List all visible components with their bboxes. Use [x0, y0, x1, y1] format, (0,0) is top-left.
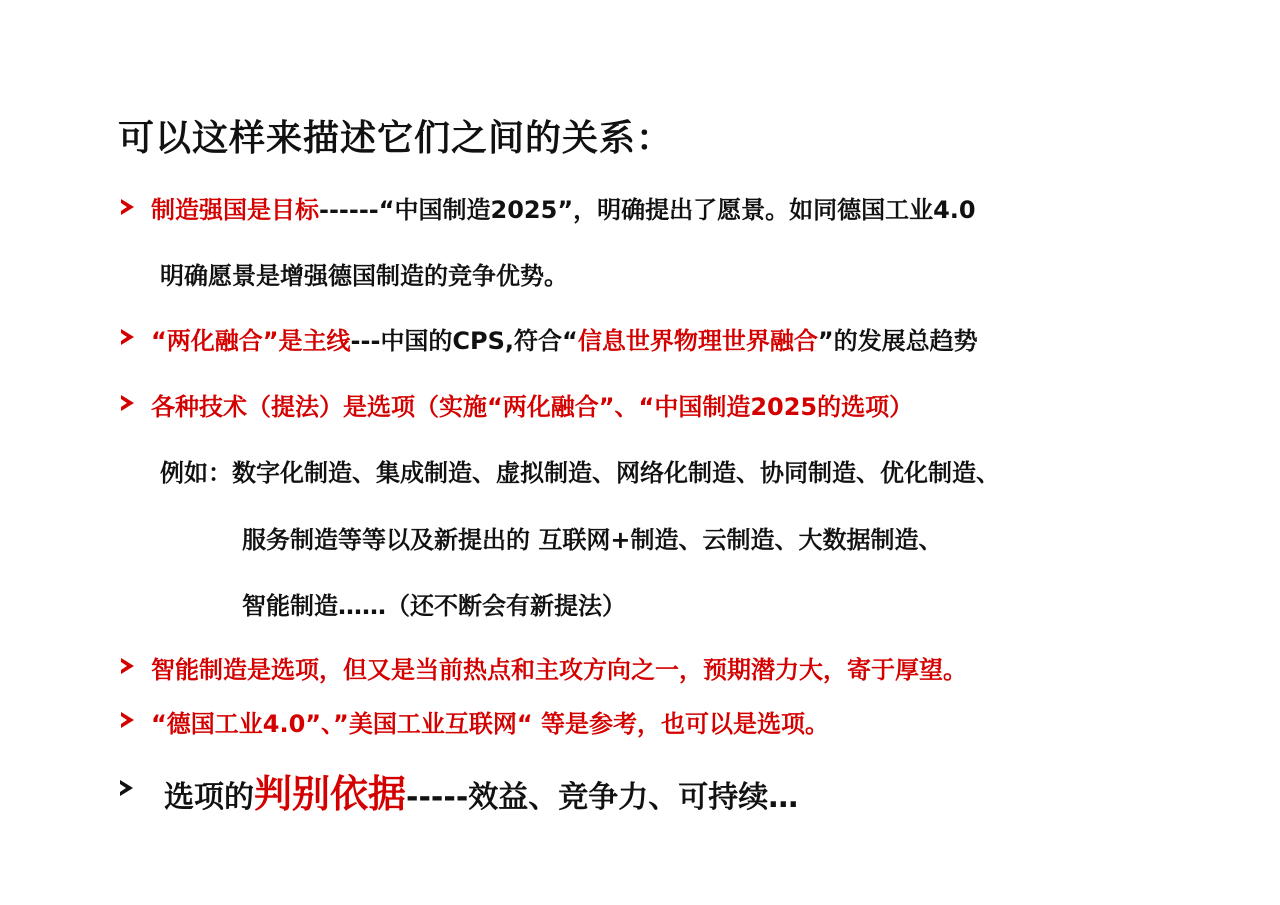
- bullet-2-text-end: ”的发展总趋势: [817, 327, 978, 355]
- bullet-arrow-icon: [121, 395, 134, 411]
- bullet-3-example-1: 例如：数字化制造、集成制造、虚拟制造、网络化制造、协同制造、优化制造、: [160, 459, 1000, 487]
- bullet-arrow-icon: [121, 658, 134, 674]
- bullet-1-line-2: 明确愿景是增强德国制造的竞争优势。: [160, 262, 568, 290]
- bullet-6-prefix: 选项的: [164, 780, 254, 815]
- bullet-2-line: [151, 321, 978, 356]
- bullet-1-emphasis: 制造强国是目标: [151, 196, 319, 224]
- bullet-6-text: -----效益、竞争力、可持续…: [406, 780, 799, 815]
- bullet-3-example-2: 服务制造等等以及新提出的 互联网+制造、云制造、大数据制造、: [242, 526, 943, 554]
- bullet-arrow-icon: [121, 199, 134, 215]
- bullet-5-text: “德国工业4.0”、”美国工业互联网“ 等是参考，也可以是选项。: [151, 710, 829, 738]
- bullet-arrow-icon: [121, 329, 134, 345]
- bullet-1-line-1: [151, 190, 976, 225]
- bullet-1-dash: ------: [319, 196, 379, 224]
- bullet-2-emphasis: “两化融合”是主线: [151, 327, 351, 355]
- bullet-arrow-icon: [121, 712, 134, 728]
- bullet-3-example-3: 智能制造……（还不断会有新提法）: [242, 592, 626, 620]
- bullet-2-dash: ---: [350, 327, 381, 355]
- bullet-arrow-icon: [120, 780, 133, 796]
- bullet-6-emphasis: 判别依据: [254, 772, 407, 816]
- bullet-1-text: “中国制造2025”，明确提出了愿景。如同德国工业4.0: [378, 196, 976, 224]
- slide-title: 可以这样来描述它们之间的关系：: [118, 118, 674, 159]
- bullet-4-text: 智能制造是选项，但又是当前热点和主攻方向之一，预期潜力大，寄于厚望。: [151, 656, 967, 684]
- bullet-3-heading: 各种技术（提法）是选项（实施“两化融合”、“中国制造2025的选项）: [151, 393, 914, 421]
- bullet-2-text: 中国的CPS,符合“: [380, 327, 578, 355]
- bullet-6-line: [164, 763, 798, 818]
- bullet-2-emphasis-2: 信息世界物理世界融合: [577, 327, 818, 355]
